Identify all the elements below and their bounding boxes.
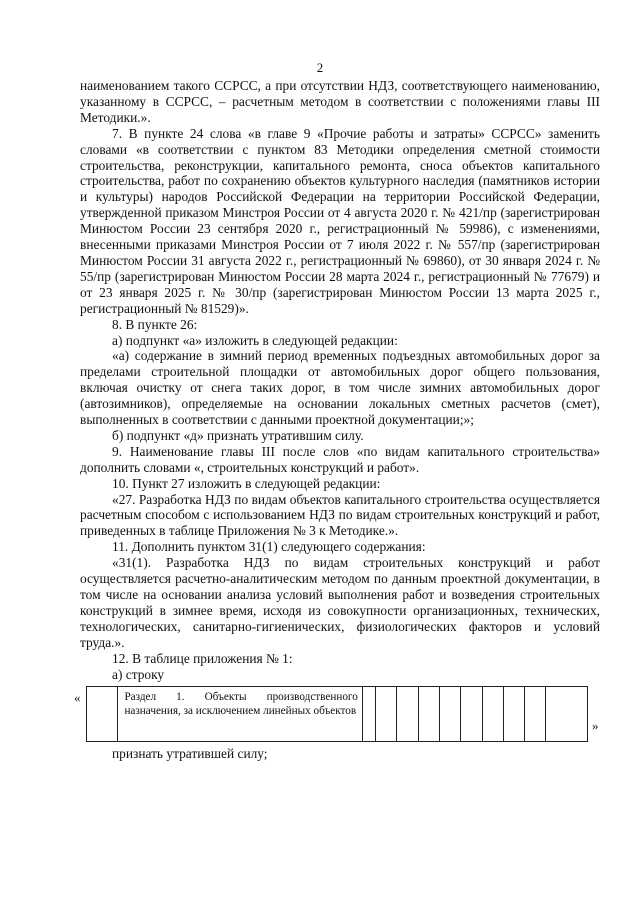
paragraph-item-9: 9. Наименование главы III после слов «по видам капитального строительства» дополнить словами «, строительных конструкций и работ». (80, 443, 600, 475)
table-cell-empty (418, 687, 439, 742)
table-cell-empty (546, 687, 588, 742)
table-cell-section: Раздел 1. Объекты производственного назначения, за исключением линейных объектов (118, 687, 362, 742)
paragraph-quote-27: «27. Разработка НДЗ по видам объектов капитального строительства осуществляется расчетным способом с использованием НДЗ по видам строительных конструкций и работ, приведенных в таблице Приложения № 3 к Методике.». (80, 491, 600, 539)
close-quote: » (592, 718, 599, 734)
paragraph-quote-31-1: «31(1). Разработка НДЗ по видам строительных конструкций и работ осуществляется расчетно-аналитическим методом по данным проектной документации, в том числе на основании анализа условий выполнения работ и возведения строительных конструкций в зимнее время, исходя из совокупности организационных, технических, технологических, санитарно-гигиенических, физиологических факторов и условий труда.». (80, 555, 600, 650)
table-cell-empty (525, 687, 546, 742)
page-number: 2 (316, 60, 324, 75)
paragraph-quote-a: «а) содержание в зимний период временных подъездных автомобильных дорог за пределами строительной площадки от автомобильных дорог общего пользования, включая очистку от снега таких дорог, в том числе зимних автомобильных дорог (автозимников), определяемые на основании локальных сметных расчетов (смет), выполненных в соответствии с данными проектной документации;»; (80, 348, 600, 428)
paragraph-item-7: 7. В пункте 24 слова «в главе 9 «Прочие работы и затраты» ССРСС» заменить словами «в соответствии с пунктом 83 Методики определения сметной стоимости строительства, реконструкции, капитального ремонта, сноса объектов капитального строительства, работ по сохранению объектов культурного наследия (памятников истории и культуры) народов Российской Федерации на территории Российской Федерации, утвержденной приказом Минстроя России от 4 августа 2020 г. № 421/пр (зарегистрирован Минюстом России 23 сентября 2020 г., регистрационный № 59986), с изменениями, внесенными приказами Минстроя России от 7 июля 2022 г. № 557/пр (зарегистрирован Минюстом России 31 августа 2022 г., регистрационный № 69860), от 30 января 2024 г. № 55/пр (зарегистрирован Минюстом России 28 марта 2024 г., регистрационный № 77679) и от 23 января 2025 г. № 30/пр (зарегистрирован Минюстом России 13 марта 2025 г., регистрационный № 81529)». (80, 125, 600, 316)
paragraph-subitem-a-row: а) строку (112, 666, 165, 682)
table-row-excerpt (74, 686, 600, 744)
paragraph-item-8: 8. В пункте 26: (112, 316, 198, 332)
table-cell-empty (461, 687, 482, 742)
paragraph-item-10: 10. Пункт 27 изложить в следующей редакции: (112, 475, 381, 491)
paragraph-0: наименованием такого ССРСС, а при отсутствии НДЗ, соответствующего наименованию, указанному в ССРСС, – расчетным методом в соответствии с положениями главы III Методики.». (80, 78, 600, 125)
table-row (87, 687, 588, 742)
table-cell-empty (482, 687, 503, 742)
paragraph-after-table: признать утратившей силу; (112, 746, 268, 762)
paragraph-subitem-a: а) подпункт «а» изложить в следующей редакции: (112, 332, 398, 348)
table-cell-empty (397, 687, 418, 742)
table-cell-empty (439, 687, 460, 742)
table-cell-empty (376, 687, 397, 742)
table-cell-empty (362, 687, 375, 742)
document-body (74, 78, 600, 762)
paragraph-subitem-b: б) подпункт «д» признать утратившим силу. (112, 427, 364, 443)
paragraph-item-11: 11. Дополнить пунктом 31(1) следующего содержания: (112, 539, 426, 555)
table-cell-number (87, 687, 118, 742)
appendix-table (86, 686, 588, 742)
table-cell-empty (503, 687, 524, 742)
paragraph-item-12: 12. В таблице приложения № 1: (112, 650, 293, 666)
open-quote: « (74, 690, 81, 706)
